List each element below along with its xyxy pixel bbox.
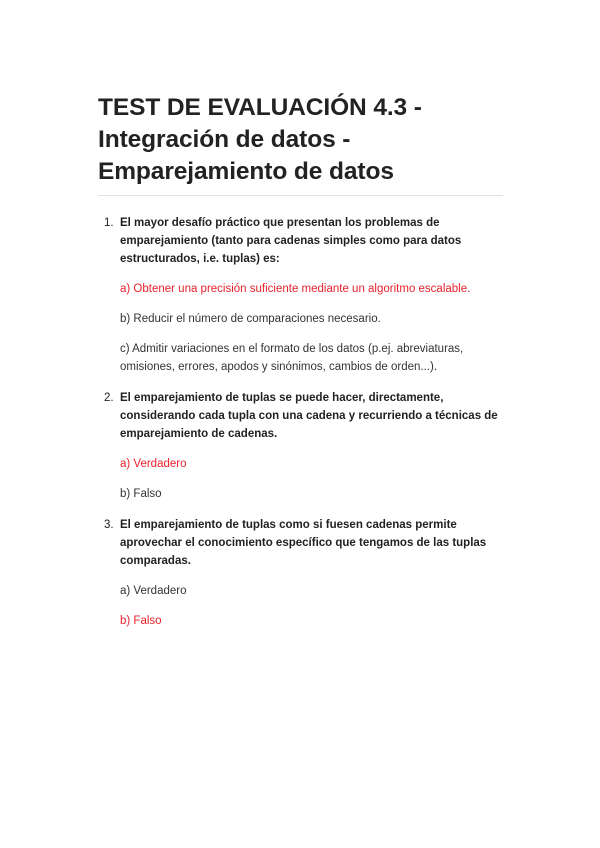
question-text: El emparejamiento de tuplas como si fuesen cadenas permite aprovechar el conocimiento específico que tengamos de las tuplas comparadas. [120,519,487,567]
document-page [98,92,503,643]
answer-option-correct: b) Falso [120,615,162,627]
answer-option-correct: a) Obtener una precisión suficiente mediante un algoritmo escalable. [120,283,471,295]
question-number: 1. [104,217,114,229]
answer-option-correct: a) Verdadero [120,458,187,470]
question-2 [98,389,503,503]
question-text: El mayor desafío práctico que presentan los problemas de emparejamiento (tanto para cadenas simples como para datos estructurados, i.e. tuplas) es: [120,217,462,265]
answer-option: b) Reducir el número de comparaciones necesario. [120,313,381,325]
question-1 [98,214,503,376]
question-text: El emparejamiento de tuplas se puede hacer, directamente, considerando cada tupla con una cadena y recurriendo a técnicas de emparejamiento de cadenas. [120,392,498,440]
answer-option: a) Verdadero [120,585,187,597]
question-3 [98,516,503,630]
page-title: TEST DE EVALUACIÓN 4.3 - Integración de datos - Emparejamiento de datos [98,94,422,185]
question-list [98,214,503,630]
title-divider [98,195,503,196]
answer-option: b) Falso [120,488,162,500]
question-number: 2. [104,392,114,404]
answer-option: c) Admitir variaciones en el formato de los datos (p.ej. abreviaturas, omisiones, errores, apodos y sinónimos, cambios de orden...). [120,343,464,373]
question-number: 3. [104,519,114,531]
